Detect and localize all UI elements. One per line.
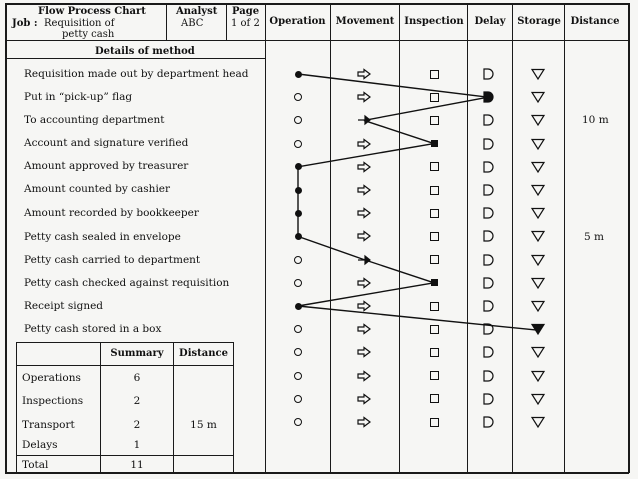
step-10-text: Petty cash checked against requisition — [24, 277, 230, 289]
operation-symbol-row-7-circle-icon — [295, 210, 302, 217]
col-divider-3 — [399, 3, 400, 473]
delay-symbol-row-16-d-shape-icon — [480, 415, 496, 429]
storage-symbol-row-14-triangle-down-icon — [530, 369, 546, 383]
delay-symbol-row-10-d-shape-icon — [480, 276, 496, 290]
movement-symbol-row-4-arrow-right-icon — [356, 137, 372, 151]
col-header-delay: Delay — [474, 16, 506, 27]
delay-symbol-row-7-d-shape-icon — [480, 206, 496, 220]
summary-label-operations: Operations — [22, 372, 81, 384]
chart-title: Flow Process Chart — [38, 6, 146, 17]
inspection-symbol-row-10-square-icon — [431, 279, 438, 286]
summary-col-distance: Distance — [179, 348, 228, 359]
distance-step-3: 10 m — [582, 114, 609, 126]
page-value: 1 of 2 — [231, 18, 260, 29]
columns-header-rule — [265, 40, 629, 41]
analyst-label: Analyst — [176, 6, 218, 17]
storage-symbol-row-6-triangle-down-icon — [530, 183, 546, 197]
operation-symbol-row-13-circle-icon — [294, 348, 302, 356]
job-label: Job : — [12, 18, 38, 29]
movement-symbol-row-12-arrow-right-icon — [356, 322, 372, 336]
operation-symbol-row-10-circle-icon — [294, 279, 302, 287]
movement-symbol-row-14-arrow-right-icon — [356, 369, 372, 383]
inspection-symbol-row-15-square-icon — [430, 394, 439, 403]
delay-symbol-row-9-d-shape-icon — [480, 253, 496, 267]
storage-symbol-row-16-triangle-down-icon — [530, 415, 546, 429]
delay-symbol-row-11-d-shape-icon — [480, 299, 496, 313]
storage-symbol-row-13-triangle-down-icon — [530, 345, 546, 359]
step-11-text: Receipt signed — [24, 300, 104, 312]
col-header-storage: Storage — [517, 16, 561, 27]
col-divider-6 — [564, 3, 565, 473]
inspection-symbol-row-6-square-icon — [430, 186, 439, 195]
storage-symbol-row-11-triangle-down-icon — [530, 299, 546, 313]
step-5-text: Amount approved by treasurer — [24, 160, 189, 172]
summary-value-inspections: 2 — [133, 395, 141, 407]
border-top — [5, 3, 629, 5]
operation-symbol-row-4-circle-icon — [294, 140, 302, 148]
col-divider-4 — [467, 3, 468, 473]
delay-symbol-row-4-d-shape-icon — [480, 137, 496, 151]
movement-symbol-row-11-arrow-right-icon — [356, 299, 372, 313]
movement-symbol-row-3-arrow-right-icon — [356, 113, 372, 127]
step-3-text: To accounting department — [24, 114, 165, 126]
operation-symbol-row-1-circle-icon — [295, 71, 302, 78]
inspection-symbol-row-1-square-icon — [430, 70, 439, 79]
inspection-symbol-row-12-square-icon — [430, 325, 439, 334]
border-right — [628, 3, 630, 473]
storage-symbol-row-10-triangle-down-icon — [530, 276, 546, 290]
step-2-text: Put in “pick-up” flag — [24, 91, 133, 103]
summary-value-total: 11 — [130, 459, 144, 471]
movement-symbol-row-7-arrow-right-icon — [356, 206, 372, 220]
operation-symbol-row-9-circle-icon — [294, 256, 302, 264]
inspection-symbol-row-5-square-icon — [430, 162, 439, 171]
col-header-operation: Operation — [269, 16, 326, 27]
summary-col-summary: Summary — [110, 348, 164, 359]
job-line-2: petty cash — [62, 29, 115, 40]
operation-symbol-row-6-circle-icon — [295, 187, 302, 194]
operation-symbol-row-11-circle-icon — [295, 303, 302, 310]
movement-symbol-row-5-arrow-right-icon — [356, 160, 372, 174]
storage-symbol-row-9-triangle-down-icon — [530, 253, 546, 267]
storage-symbol-row-8-triangle-down-icon — [530, 229, 546, 243]
analyst-value: ABC — [181, 18, 204, 29]
page-label: Page — [232, 6, 260, 17]
inspection-symbol-row-2-square-icon — [430, 93, 439, 102]
summary-value-delays: 1 — [133, 439, 141, 451]
storage-symbol-row-3-triangle-down-icon — [530, 113, 546, 127]
movement-symbol-row-8-arrow-right-icon — [356, 229, 372, 243]
operation-symbol-row-16-circle-icon — [294, 418, 302, 426]
delay-symbol-row-6-d-shape-icon — [480, 183, 496, 197]
movement-symbol-row-16-arrow-right-icon — [356, 415, 372, 429]
movement-symbol-row-10-arrow-right-icon — [356, 276, 372, 290]
movement-symbol-row-6-arrow-right-icon — [356, 183, 372, 197]
storage-symbol-row-15-triangle-down-icon — [530, 392, 546, 406]
col-header-inspection: Inspection — [404, 16, 464, 27]
storage-symbol-row-1-triangle-down-icon — [530, 67, 546, 81]
delay-symbol-row-5-d-shape-icon — [480, 160, 496, 174]
step-12-text: Petty cash stored in a box — [24, 323, 162, 335]
delay-symbol-row-3-d-shape-icon — [480, 113, 496, 127]
col-header-movement: Movement — [335, 16, 395, 27]
movement-symbol-row-1-arrow-right-icon — [356, 67, 372, 81]
inspection-symbol-row-4-square-icon — [431, 140, 438, 147]
storage-symbol-row-7-triangle-down-icon — [530, 206, 546, 220]
col-header-distance: Distance — [570, 16, 620, 27]
flow-path-line — [298, 74, 538, 330]
summary-label-delays: Delays — [22, 439, 58, 451]
step-6-text: Amount counted by cashier — [24, 183, 171, 195]
page-divider — [226, 3, 227, 40]
storage-symbol-row-12-triangle-down-icon — [530, 322, 546, 336]
col-divider-2 — [330, 3, 331, 473]
inspection-symbol-row-13-square-icon — [430, 348, 439, 357]
summary-label-inspections: Inspections — [22, 395, 84, 407]
movement-symbol-row-2-arrow-right-icon — [356, 90, 372, 104]
analyst-divider — [166, 3, 167, 40]
delay-symbol-row-12-d-shape-icon — [480, 322, 496, 336]
summary-label-transport: Transport — [22, 419, 75, 431]
step-7-text: Amount recorded by bookkeeper — [24, 207, 199, 219]
operation-symbol-row-2-circle-icon — [294, 93, 302, 101]
col-divider-1 — [265, 3, 266, 473]
operation-symbol-row-14-circle-icon — [294, 372, 302, 380]
operation-symbol-row-12-circle-icon — [294, 325, 302, 333]
delay-symbol-row-2-d-shape-icon — [480, 90, 496, 104]
header-rule — [5, 40, 265, 41]
inspection-symbol-row-11-square-icon — [430, 302, 439, 311]
step-1-text: Requisition made out by department head — [24, 68, 249, 80]
step-8-text: Petty cash sealed in envelope — [24, 231, 181, 243]
storage-symbol-row-4-triangle-down-icon — [530, 137, 546, 151]
delay-symbol-row-14-d-shape-icon — [480, 369, 496, 383]
summary-label-total: Total — [22, 459, 49, 471]
inspection-symbol-row-9-square-icon — [430, 255, 439, 264]
job-line-1: Requisition of — [44, 18, 115, 29]
border-bottom — [5, 472, 629, 474]
summary-value-operations: 6 — [133, 372, 141, 384]
movement-symbol-row-13-arrow-right-icon — [356, 345, 372, 359]
inspection-symbol-row-8-square-icon — [430, 232, 439, 241]
operation-symbol-row-3-circle-icon — [294, 116, 302, 124]
delay-symbol-row-8-d-shape-icon — [480, 229, 496, 243]
delay-symbol-row-15-d-shape-icon — [480, 392, 496, 406]
col-divider-5 — [512, 3, 513, 473]
movement-symbol-row-9-arrow-right-icon — [356, 253, 372, 267]
inspection-symbol-row-14-square-icon — [430, 371, 439, 380]
movement-symbol-row-15-arrow-right-icon — [356, 392, 372, 406]
border-left — [5, 3, 7, 473]
inspection-symbol-row-16-square-icon — [430, 418, 439, 427]
step-9-text: Petty cash carried to department — [24, 254, 201, 266]
inspection-symbol-row-7-square-icon — [430, 209, 439, 218]
storage-symbol-row-2-triangle-down-icon — [530, 90, 546, 104]
delay-symbol-row-13-d-shape-icon — [480, 345, 496, 359]
operation-symbol-row-5-circle-icon — [295, 163, 302, 170]
details-rule — [5, 58, 265, 59]
inspection-symbol-row-3-square-icon — [430, 116, 439, 125]
summary-distance-transport: 15 m — [190, 419, 217, 431]
distance-step-8: 5 m — [584, 231, 604, 243]
step-4-text: Account and signature verified — [24, 137, 189, 149]
storage-symbol-row-5-triangle-down-icon — [530, 160, 546, 174]
operation-symbol-row-15-circle-icon — [294, 395, 302, 403]
operation-symbol-row-8-circle-icon — [295, 233, 302, 240]
summary-value-transport: 2 — [133, 419, 141, 431]
delay-symbol-row-1-d-shape-icon — [480, 67, 496, 81]
details-title: Details of method — [95, 46, 195, 57]
